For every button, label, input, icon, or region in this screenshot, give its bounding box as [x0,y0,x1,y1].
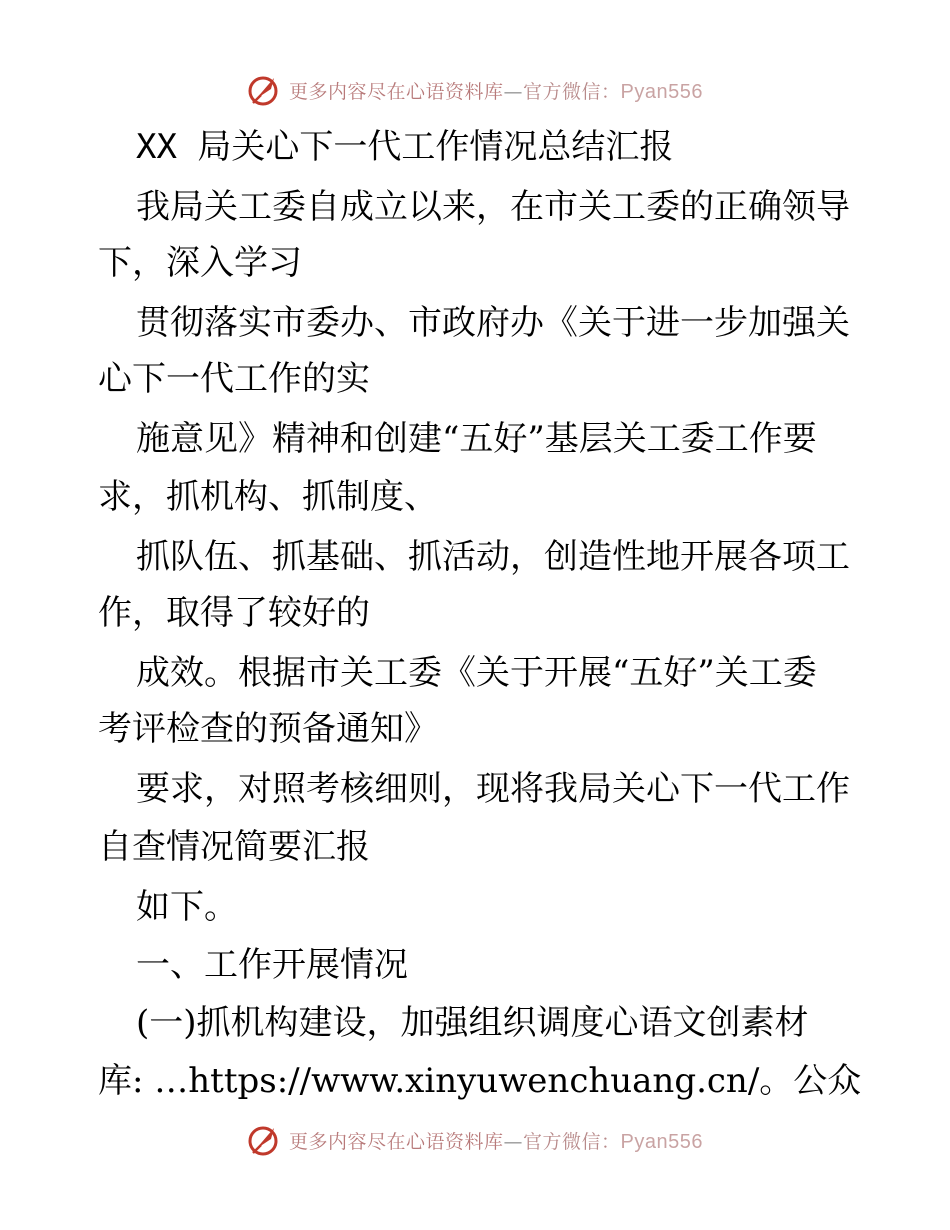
watermark-wechat-label: 官方微信： [523,80,621,103]
watermark-separator: — [503,80,524,103]
watermark-site-name: 更多内容尽在心语资料库 [289,80,504,103]
subsection-heading: (一)抓机构建设，加强组织调度心语文创素材 [136,1003,809,1043]
paragraph-line: 作，取得了较好的 [98,593,370,633]
watermark-wechat-label: 官方微信： [523,1130,621,1153]
paragraph-line-with-link: 库: …https://www.xinyuwenchuang.cn/。公众 [98,1061,862,1101]
watermark-wechat-id: Pyan556 [620,1130,703,1153]
paragraph-line: 贯彻落实市委办、市政府办《关于进一步加强关 [136,303,850,343]
paragraph-line: 下，深入学习 [98,243,302,283]
paragraph-line: 自查情况简要汇报 [98,827,370,867]
paragraph-line: 抓队伍、抓基础、抓活动，创造性地开展各项工 [136,537,850,577]
feather-pen-logo-icon [247,1123,281,1157]
paragraph-line: 我局关工委自成立以来，在市关工委的正确领导 [136,187,850,227]
document-title: XX 局关心下一代工作情况总结汇报 [136,127,674,167]
paragraph-line: 心下一代工作的实 [98,359,370,399]
paragraph-line: 考评检查的预备通知》 [98,709,438,749]
watermark-text [289,1127,703,1154]
paragraph-line: 如下。 [136,887,238,927]
paragraph-line: 成效。根据市关工委《关于开展“五好”关工委 [136,653,817,693]
paragraph-line: 施意见》精神和创建“五好”基层关工委工作要 [136,419,817,459]
footer-watermark-banner [0,1120,950,1160]
section-heading: 一、工作开展情况 [136,945,408,985]
paragraph-line: 求，抓机构、抓制度、 [98,477,438,517]
watermark-separator: — [503,1130,524,1153]
watermark-site-name: 更多内容尽在心语资料库 [289,1130,504,1153]
watermark-wechat-id: Pyan556 [620,80,703,103]
paragraph-line: 要求，对照考核细则，现将我局关心下一代工作 [136,769,850,809]
